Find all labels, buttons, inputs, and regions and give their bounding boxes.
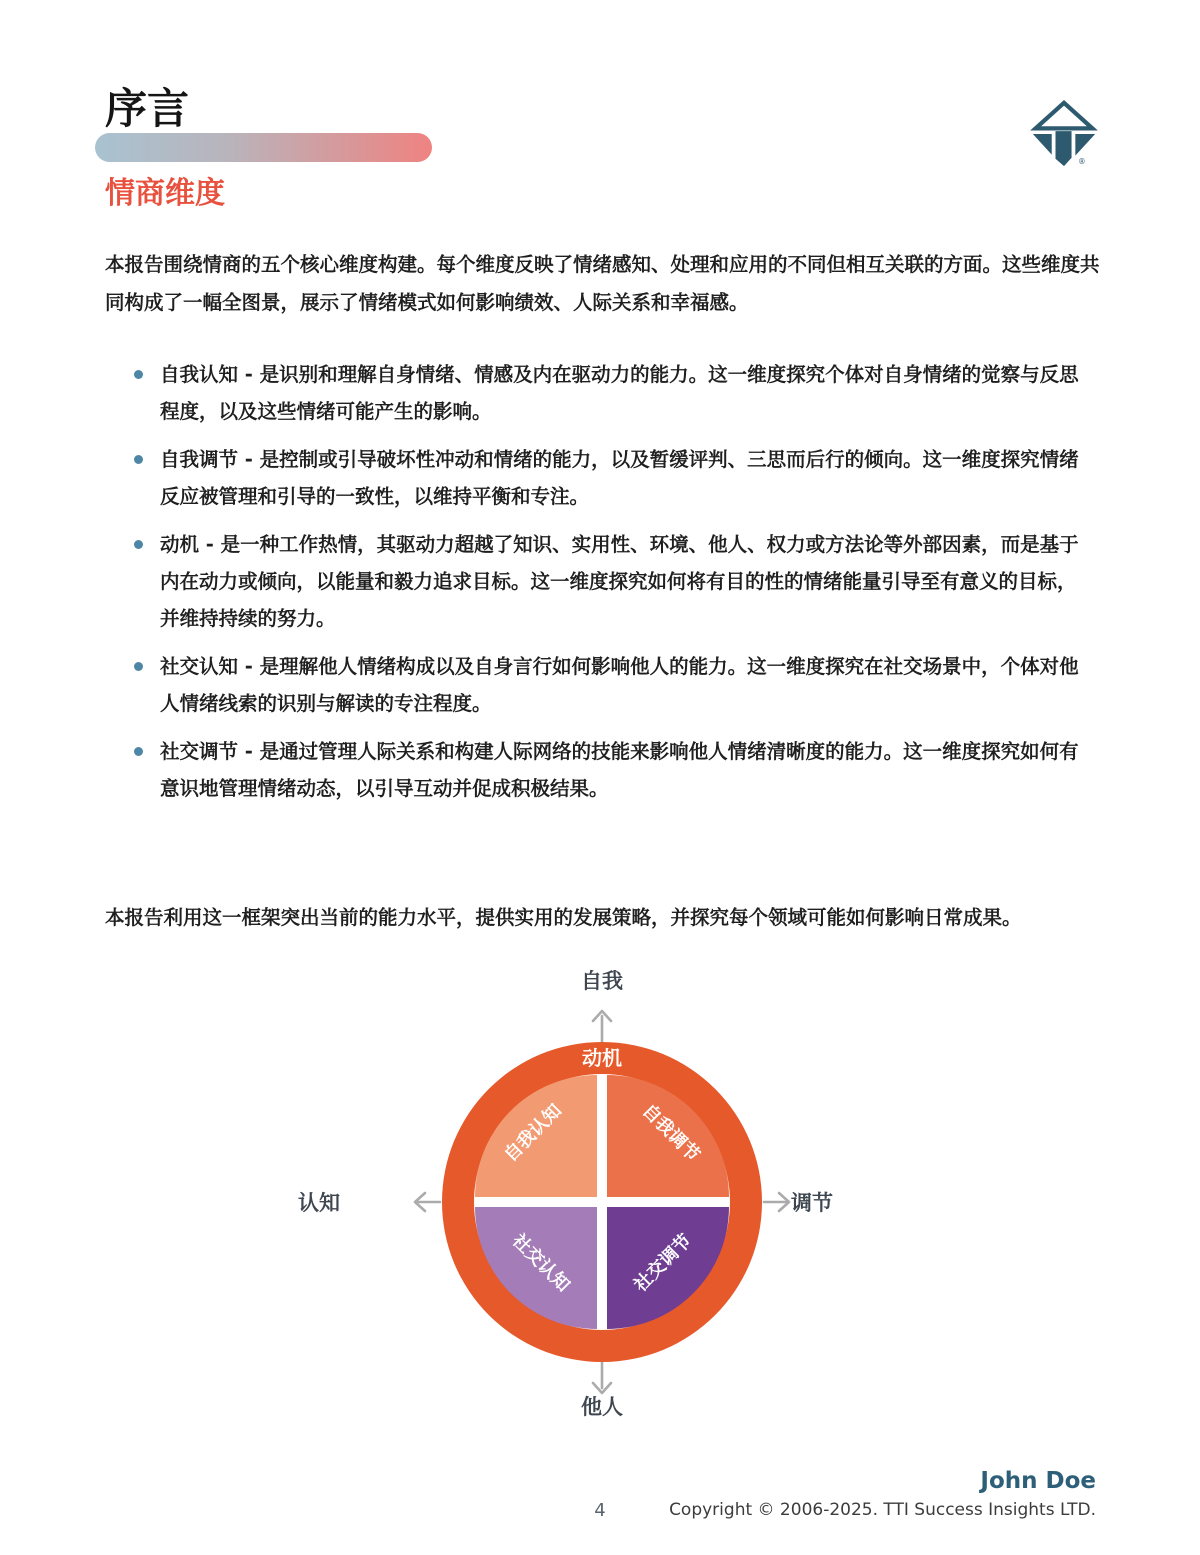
list-item-text: 自我调节 - 是控制或引导破坏性冲动和情绪的能力，以及暂缓评判、三思而后行的倾向。这一维度探究情绪反应被管理和引导的一致性，以维持平衡和专注。 <box>160 448 1079 508</box>
quadrant-label-social-regulation: 社交调节 <box>630 1230 696 1296</box>
quadrant-label-self-awareness: 自我认知 <box>500 1100 566 1166</box>
arrow-left-icon <box>415 1193 440 1211</box>
registered-mark: ® <box>1078 157 1086 167</box>
eq-wheel-diagram <box>260 952 944 1444</box>
arrow-up-icon <box>593 1011 611 1042</box>
list-item <box>134 356 1084 430</box>
axis-label-awareness: 认知 <box>298 1191 340 1215</box>
list-item <box>134 733 1084 807</box>
footer-copyright: Copyright © 2006-2025. TTI Success Insights LTD. <box>669 1500 1096 1520</box>
arrow-down-icon <box>593 1362 611 1393</box>
page-number: 4 <box>594 1500 606 1521</box>
list-item <box>134 441 1084 515</box>
axis-label-others: 他人 <box>581 1395 623 1419</box>
page-title: 序言 <box>105 84 190 133</box>
axis-label-regulation: 调节 <box>791 1191 833 1215</box>
intro-paragraph: 本报告围绕情商的五个核心维度构建。每个维度反映了情绪感知、处理和应用的不同但相互关联的方面。这些维度共同构成了一幅全图景，展示了情绪模式如何影响绩效、人际关系和幸福感。 <box>105 253 1100 314</box>
list-item-text: 社交认知 - 是理解他人情绪构成以及自身言行如何影响他人的能力。这一维度探究在社交场景中，个体对他人情绪线索的识别与解读的专注程度。 <box>160 655 1079 715</box>
ring-label-motivation: 动机 <box>582 1046 622 1070</box>
arrow-right-icon <box>764 1193 789 1211</box>
list-item <box>134 526 1084 637</box>
axis-label-self: 自我 <box>581 969 623 993</box>
bullet-icon <box>134 540 143 549</box>
bullet-icon <box>134 747 143 756</box>
dimension-list <box>134 356 1084 818</box>
bullet-icon <box>134 662 143 671</box>
title-gradient-bar <box>95 133 432 162</box>
list-item-text: 动机 - 是一种工作热情，其驱动力超越了知识、实用性、环境、他人、权力或方法论等外部因素，而是基于内在动力或倾向，以能量和毅力追求目标。这一维度探究如何将有目的性的情绪能量引导至有意义的目标，并维持持续的努力。 <box>160 533 1079 630</box>
footer-user-name: John Doe <box>980 1468 1096 1494</box>
tti-logo-icon <box>1030 100 1098 168</box>
quadrant-label-social-awareness: 社交认知 <box>508 1230 574 1296</box>
quadrant-label-self-regulation: 自我调节 <box>638 1100 704 1166</box>
bullet-icon <box>134 455 143 464</box>
framework-note: 本报告利用这一框架突出当前的能力水平，提供实用的发展策略，并探究每个领域可能如何影响日常成果。 <box>105 906 1022 929</box>
header <box>105 86 705 166</box>
bullet-icon <box>134 370 143 379</box>
list-item-text: 自我认知 - 是识别和理解自身情绪、情感及内在驱动力的能力。这一维度探究个体对自身情绪的觉察与反思程度，以及这些情绪可能产生的影响。 <box>160 363 1079 423</box>
list-item-text: 社交调节 - 是通过管理人际关系和构建人际网络的技能来影响他人情绪清晰度的能力。这一维度探究如何有意识地管理情绪动态，以引导互动并促成积极结果。 <box>160 740 1079 800</box>
list-item <box>134 648 1084 722</box>
page-subtitle: 情商维度 <box>105 176 225 211</box>
